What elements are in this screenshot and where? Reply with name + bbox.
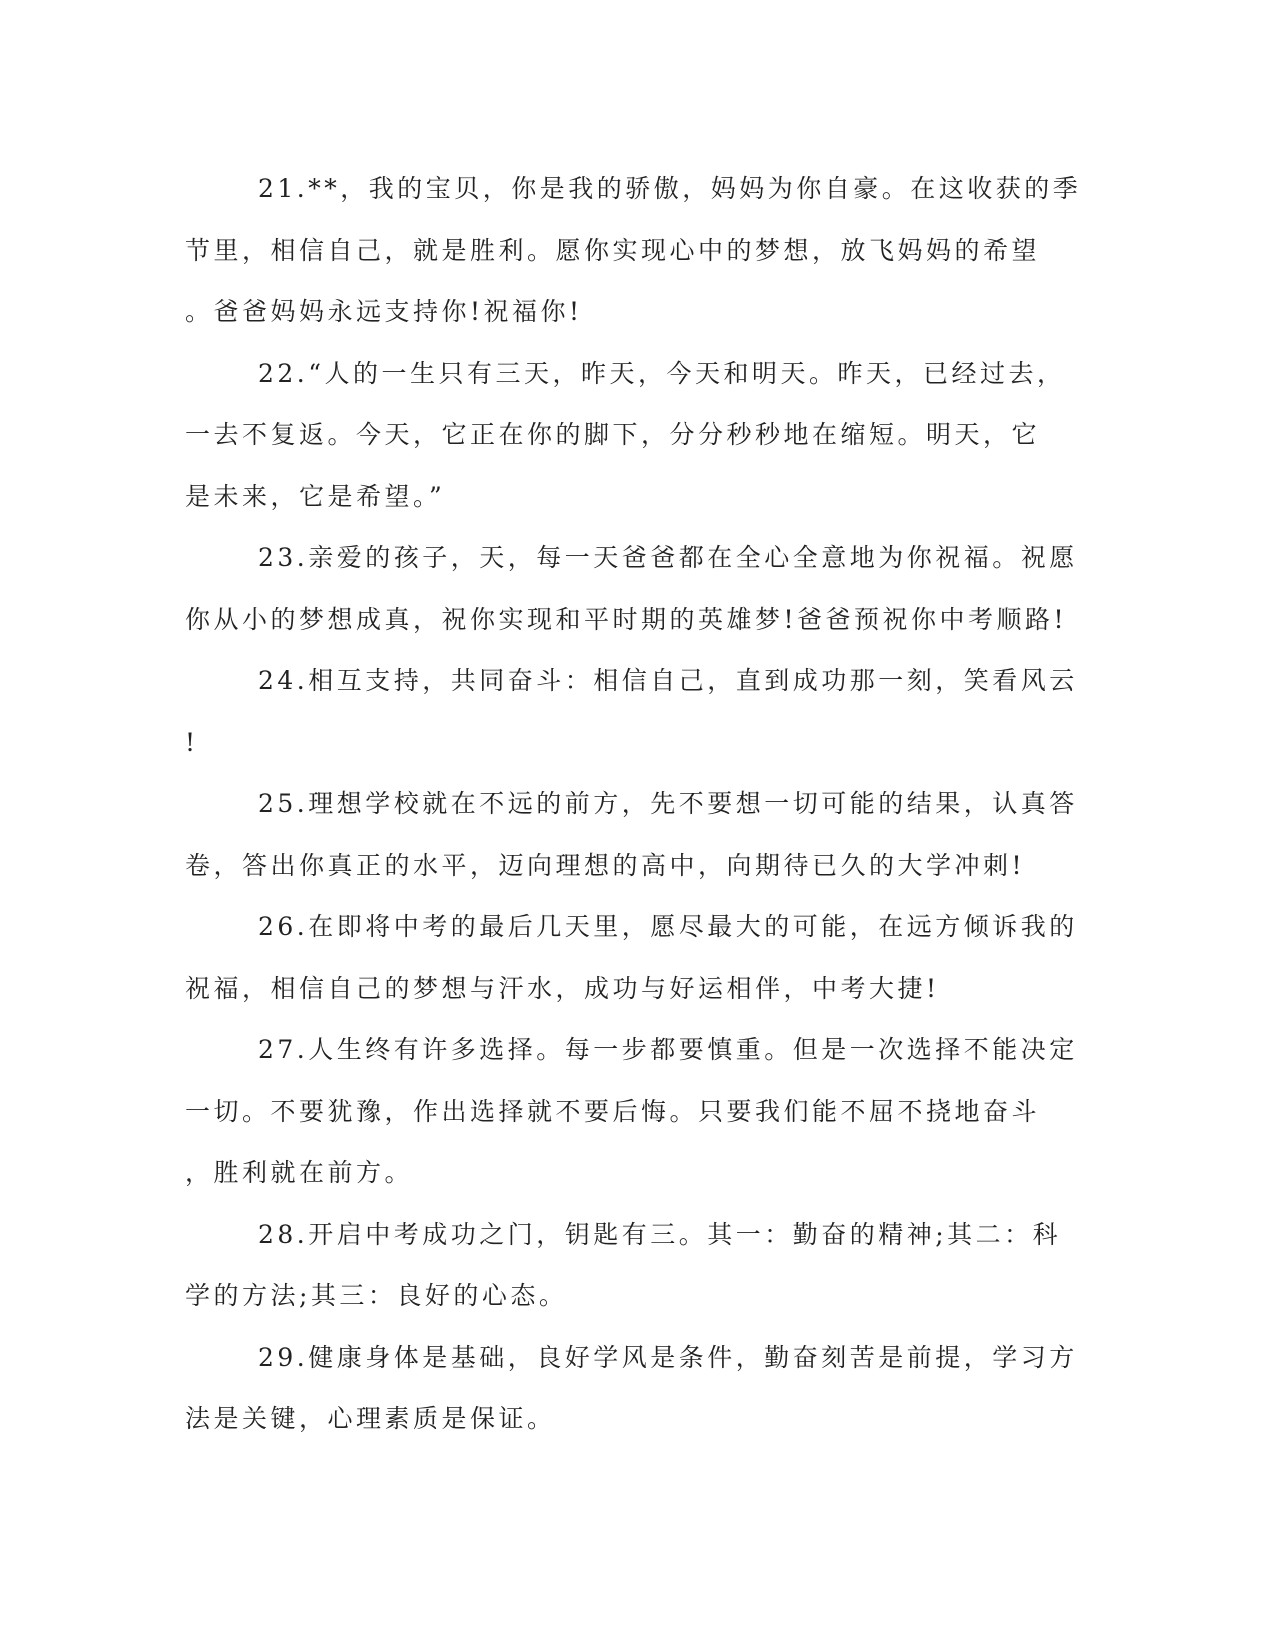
paragraph-line: 26.在即将中考的最后几天里，愿尽最大的可能，在远方倾诉我的 [258,912,1078,941]
paragraph-line: 25.理想学校就在不远的前方，先不要想一切可能的结果，认真答 [258,789,1078,818]
paragraph-line: 24.相互支持，共同奋斗：相信自己，直到成功那一刻，笑看风云 [258,666,1078,695]
paragraph-line: 法是关键，心理素质是保证。 [185,1404,556,1433]
paragraph-line: 21.**，我的宝贝，你是我的骄傲，妈妈为你自豪。在这收获的季 [258,174,1082,203]
paragraph-27 [185,1019,1078,1204]
paragraph-line: 一去不复返。今天，它正在你的脚下，分分秒秒地在缩短。明天，它 [185,420,1041,449]
document-body [185,158,1082,1450]
paragraph-line: 学的方法;其三：良好的心态。 [185,1281,568,1310]
paragraph-line: ! [185,727,199,757]
paragraph-21 [185,158,1082,343]
paragraph-line: 节里，相信自己，就是胜利。愿你实现心中的梦想，放飞妈妈的希望 [185,235,1041,265]
paragraph-line: 28.开启中考成功之门，钥匙有三。其一：勤奋的精神;其二：科 [258,1219,1062,1249]
paragraph-line: 22.“人的一生只有三天，昨天，今天和明天。昨天，已经过去， [258,358,1066,388]
paragraph-23 [185,527,1078,650]
paragraph-line: 。爸爸妈妈永远支持你!祝福你! [185,297,583,326]
paragraph-28 [185,1204,1075,1327]
paragraph-25 [185,773,1078,896]
paragraph-22 [185,343,1075,528]
paragraph-26 [185,896,1078,1019]
paragraph-line: 一切。不要犹豫，作出选择就不要后悔。只要我们能不屈不挠地奋斗 [185,1096,1041,1126]
paragraph-line: 你从小的梦想成真，祝你实现和平时期的英雄梦!爸爸预祝你中考顺路! [185,604,1068,634]
paragraph-line: 27.人生终有许多选择。每一步都要慎重。但是一次选择不能决定 [258,1035,1078,1064]
paragraph-29 [185,1327,1078,1450]
paragraph-24 [185,650,1078,773]
paragraph-line: 祝福，相信自己的梦想与汗水，成功与好运相伴，中考大捷! [185,973,940,1003]
paragraph-line: 卷，答出你真正的水平，迈向理想的高中，向期待已久的大学冲刺! [185,850,1026,880]
paragraph-line: 是未来，它是希望。” [185,481,446,511]
paragraph-line: 29.健康身体是基础，良好学风是条件，勤奋刻苦是前提，学习方 [258,1342,1078,1372]
paragraph-line: ，胜利就在前方。 [185,1158,414,1187]
paragraph-line: 23.亲爱的孩子，天，每一天爸爸都在全心全意地为你祝福。祝愿 [258,543,1078,572]
